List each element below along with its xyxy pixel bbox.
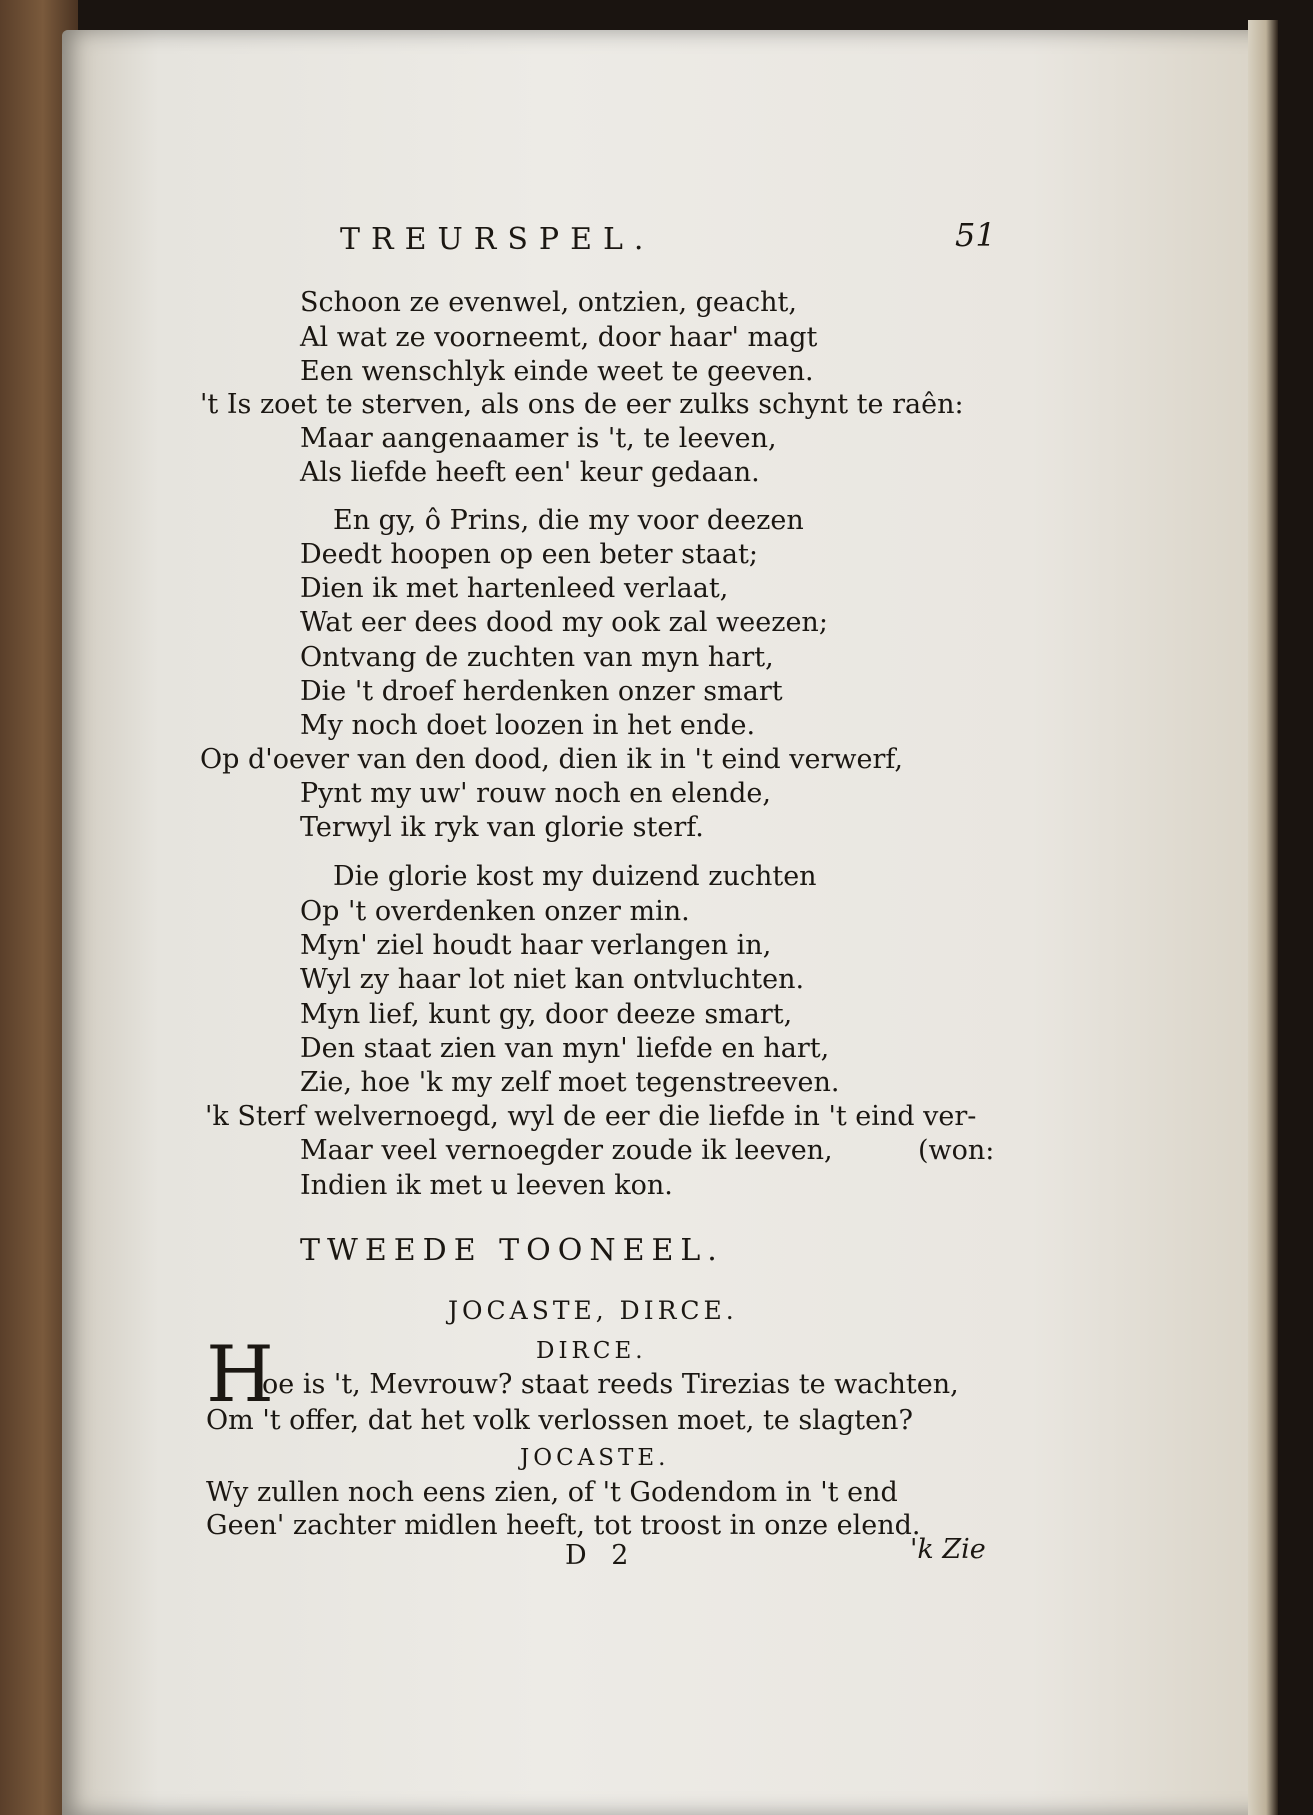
verse-line: Myn' ziel houdt haar verlangen in,	[300, 930, 772, 961]
verse-line: 'k Sterf welvernoegd, wyl de eer die liefde in 't eind ver-	[205, 1101, 977, 1132]
verse-line: Pynt my uw' rouw noch en elende,	[300, 778, 771, 809]
verse-line: 't Is zoet te sterven, als ons de eer zulks schynt te raên:	[200, 389, 964, 420]
scene-characters: JOCASTE, DIRCE.	[448, 1296, 738, 1325]
verse-line: Deedt hoopen op een beter staat;	[300, 539, 758, 570]
catchword: 'k Zie	[910, 1534, 986, 1565]
verse-line: Een wenschlyk einde weet te geeven.	[300, 356, 814, 387]
dialogue-line: oe is 't, Mevrouw? staat reeds Tirezias te wachten,	[262, 1369, 959, 1400]
verse-line: My noch doet loozen in het ende.	[300, 710, 756, 741]
verse-line: Maar veel vernoegder zoude ik leeven,	[300, 1135, 833, 1166]
verse-line: Wat eer dees dood my ook zal weezen;	[300, 607, 828, 638]
verse-line: Al wat ze voorneemt, door haar' magt	[300, 322, 818, 353]
drop-capital: H	[206, 1330, 275, 1420]
verse-line: Schoon ze evenwel, ontzien, geacht,	[300, 287, 797, 318]
scene-title: TWEEDE TOONEEL.	[300, 1233, 724, 1268]
verse-line: Op d'oever van den dood, dien ik in 't eind verwerf,	[200, 744, 903, 775]
running-title: TREURSPEL.	[340, 222, 655, 257]
verse-line: Die glorie kost my duizend zuchten	[333, 861, 817, 892]
verse-line: En gy, ô Prins, die my voor deezen	[333, 505, 804, 536]
verse-line: Myn lief, kunt gy, door deeze smart,	[300, 999, 793, 1030]
dialogue-line: Wy zullen noch eens zien, of 't Godendom in 't end	[206, 1477, 898, 1508]
verse-line: Op 't overdenken onzer min.	[300, 896, 690, 927]
verse-line: Terwyl ik ryk van glorie sterf.	[300, 812, 704, 843]
dialogue-line: Geen' zachter midlen heeft, tot troost in onze elend.	[206, 1510, 921, 1541]
verse-line: Indien ik met u leeven kon.	[300, 1170, 673, 1201]
turnover-word: (won:	[918, 1135, 995, 1166]
verse-line: Die 't droef herdenken onzer smart	[300, 676, 783, 707]
dialogue-line: Om 't offer, dat het volk verlossen moet, te slagten?	[206, 1405, 913, 1436]
speaker-label: JOCASTE.	[520, 1445, 670, 1471]
verse-line: Dien ik met hartenleed verlaat,	[300, 573, 729, 604]
signature-mark: D 2	[565, 1540, 637, 1571]
verse-line: Als liefde heeft een' keur gedaan.	[300, 457, 760, 488]
verse-line: Maar aangenaamer is 't, te leeven,	[300, 423, 777, 454]
speaker-label: DIRCE.	[536, 1338, 647, 1364]
verse-line: Wyl zy haar lot niet kan ontvluchten.	[300, 964, 805, 995]
verse-line: Ontvang de zuchten van myn hart,	[300, 642, 774, 673]
page-number: 51	[955, 216, 996, 254]
verse-line: Den staat zien van myn' liefde en hart,	[300, 1033, 830, 1064]
verse-line: Zie, hoe 'k my zelf moet tegenstreeven.	[300, 1067, 840, 1098]
